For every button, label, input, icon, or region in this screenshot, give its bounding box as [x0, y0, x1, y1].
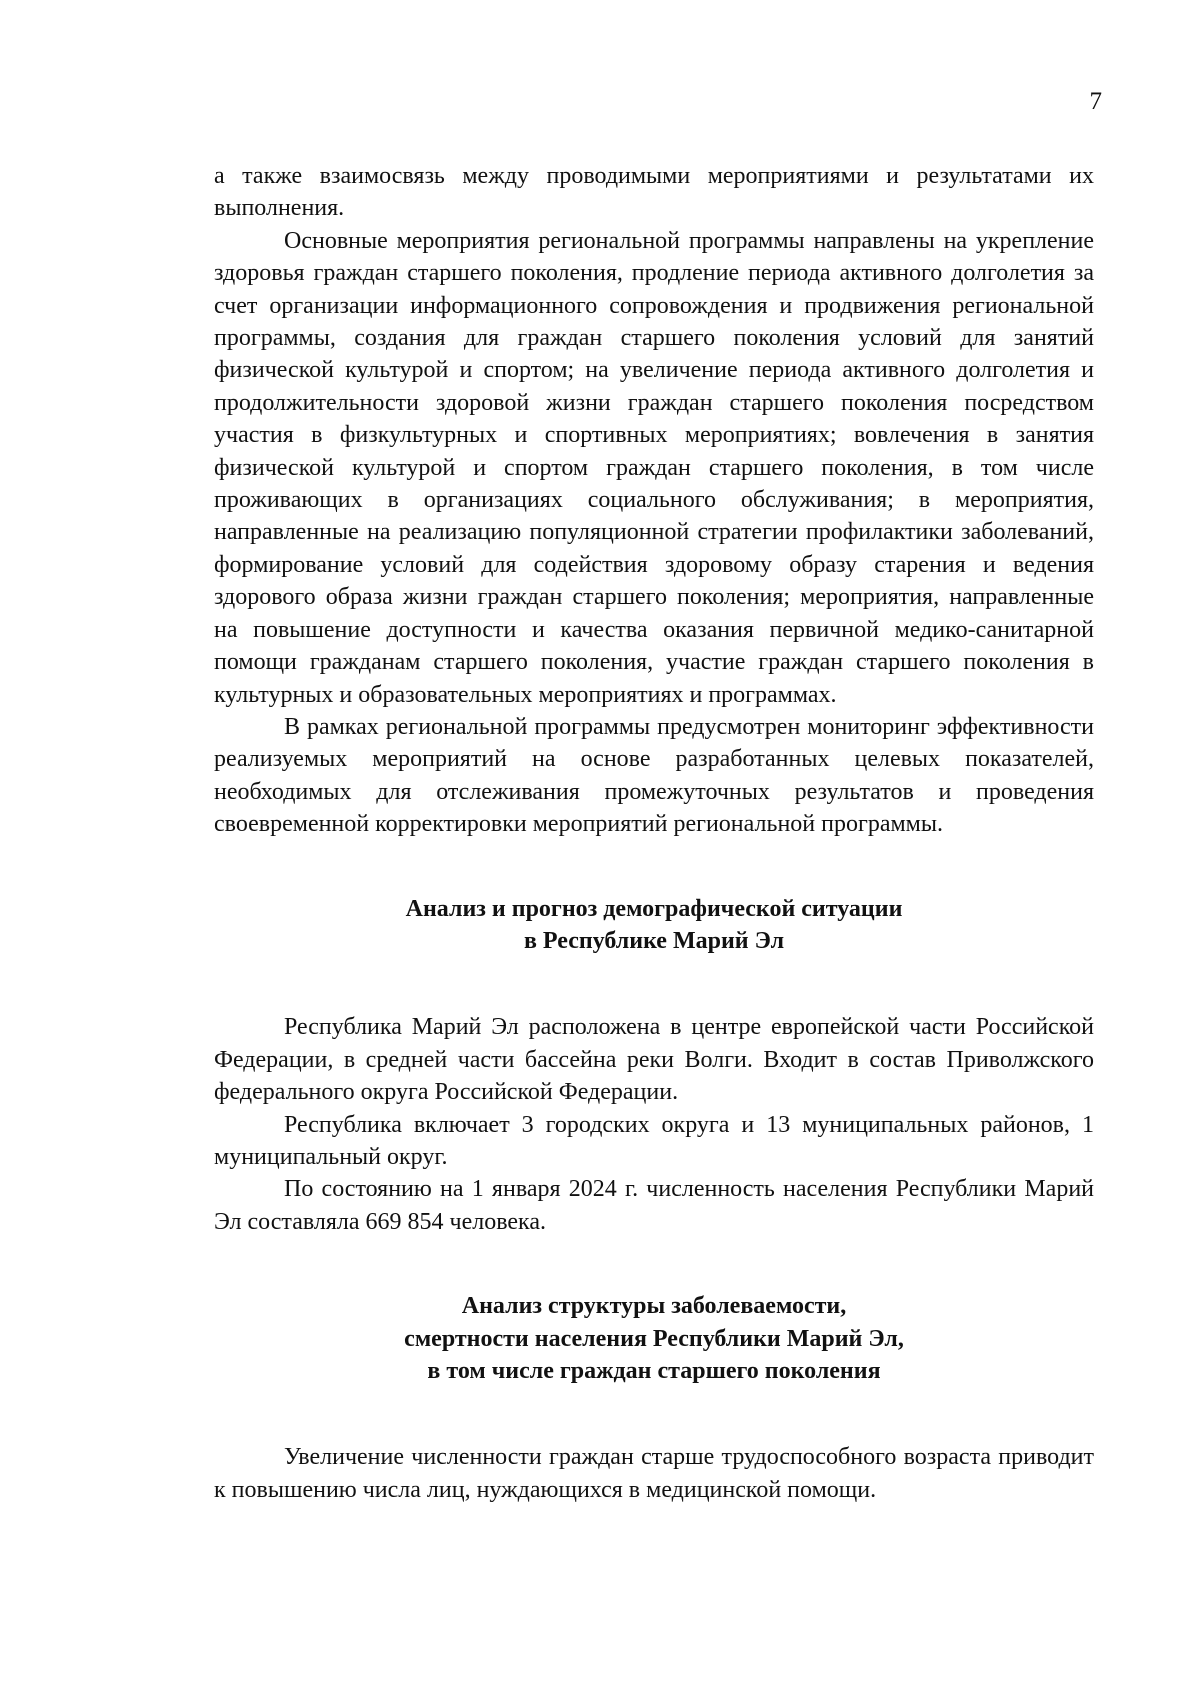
spacer: [214, 1238, 1094, 1290]
spacer: [214, 841, 1094, 893]
paragraph-monitoring: В рамках региональной программы предусмотрен мониторинг эффективности реализуемых мероприятий на основе разработанных целевых показателей, необходимых для отслеживания промежуточных результатов и проведения своевременной корректировки мероприятий региональной программы.: [214, 713, 1094, 838]
heading-line: Анализ и прогноз демографической ситуации: [405, 895, 903, 922]
page-number: 7: [1089, 88, 1102, 115]
spacer: [214, 957, 1094, 1011]
paragraph-districts: Республика включает 3 городских округа и 13 муниципальных районов, 1 муниципальный округ.: [214, 1111, 1094, 1170]
paragraph-location: Республика Марий Эл расположена в центре европейской части Российской Федерации, в средней части бассейна реки Волги. Входит в состав Приволжского федерального округа Российской Федерации.: [214, 1014, 1094, 1106]
heading-line: Анализ структуры заболеваемости,: [461, 1293, 847, 1320]
document-body: [214, 160, 1094, 1506]
paragraph-continuation: а также взаимосвязь между проводимыми мероприятиями и результатами их выполнения.: [214, 163, 1094, 222]
heading-line: смертности населения Республики Марий Эл,: [404, 1325, 904, 1352]
heading-line: в том числе граждан старшего поколения: [427, 1358, 881, 1384]
paragraph-medical-need: Увеличение численности граждан старше трудоспособного возраста приводит к повышению числа лиц, нуждающихся в медицинской помощи.: [214, 1444, 1094, 1503]
paragraph-population: По состоянию на 1 января 2024 г. численность населения Республики Марий Эл составляла 669 854 человека.: [214, 1176, 1094, 1235]
section-heading-demography: [214, 893, 1094, 958]
paragraph-main-activities: Основные мероприятия региональной программы направлены на укрепление здоровья граждан старшего поколения, продление периода активного долголетия за счет организации информационного сопровождения и продвижения региональной программы, создания для граждан старшего поколения условий для занятий физической культурой и спортом; на увеличение периода активного долголетия и продолжительности здоровой жизни граждан старшего поколения посредством участия в физкультурных и спортивных мероприятиях; вовлечения в занятия физической культурой и спортом граждан старшего поколения, в том числе проживающих в организациях социального обслуживания; в мероприятия, направленные на реализацию популяционной стратегии профилактики заболеваний, формирование условий для содействия здоровому образу старения и ведения здорового образа жизни граждан старшего поколения; мероприятия, направленные на повышение доступности и качества оказания первичной медико-санитарной помощи гражданам старшего поколения, участие граждан старшего поколения в культурных и образовательных мероприятиях и программах.: [214, 227, 1094, 708]
spacer: [214, 1387, 1094, 1441]
heading-line: в Республике Марий Эл: [523, 927, 785, 954]
section-heading-morbidity: [214, 1290, 1094, 1387]
